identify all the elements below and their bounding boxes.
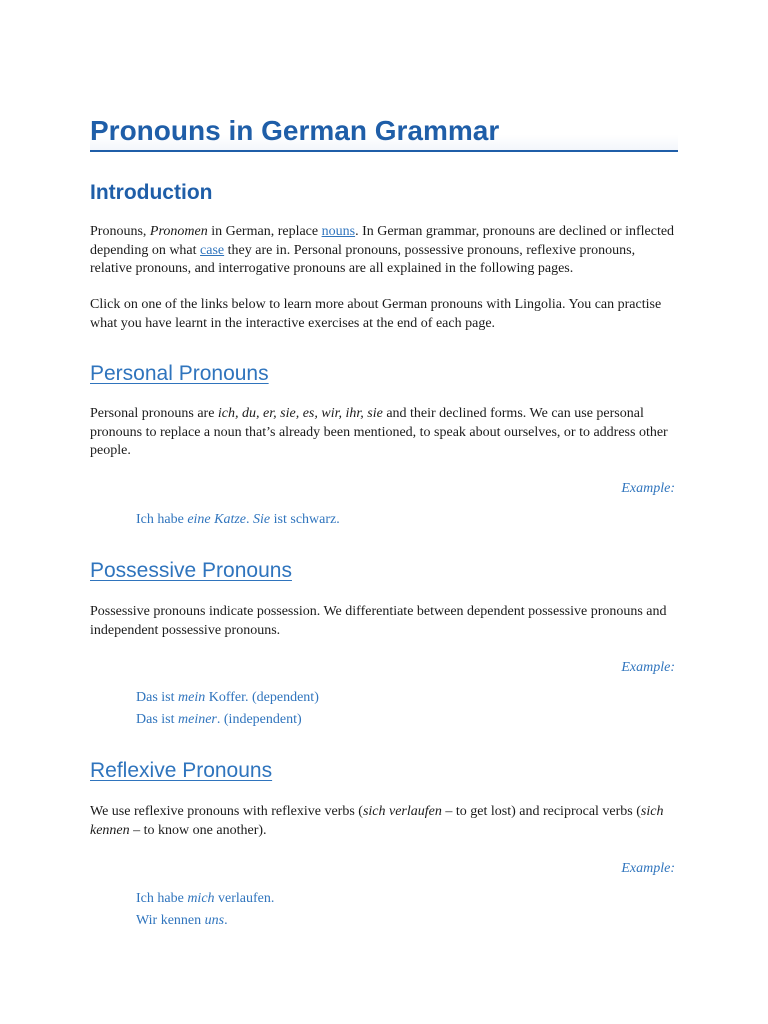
possessive-pronouns-paragraph: Possessive pronouns indicate possession. We differentiate between dependent possessive pronouns and independent possessive pronouns. bbox=[90, 604, 667, 638]
reflexive-pronouns-link[interactable]: Reflexive Pronouns bbox=[90, 759, 273, 782]
reflexive-example-line-2: Wir kennen uns. bbox=[136, 913, 228, 928]
personal-pronouns-paragraph: Personal pronouns are ich, du, er, sie, es, wir, ihr, sie and their declined forms. We can use personal pronouns to replace a noun that’s already been mentioned, to speak about ourselves, or to address other people. bbox=[90, 406, 668, 458]
case-link[interactable]: case bbox=[200, 242, 225, 258]
pronomen-italic: Pronomen bbox=[149, 224, 208, 239]
personal-example-line: Ich habe eine Katze. Sie ist schwarz. bbox=[136, 512, 340, 527]
introduction-paragraph-2: Click on one of the links below to learn more about German pronouns with Lingolia. You can practise what you have learnt in the interactive exercises at the end of each page. bbox=[90, 297, 662, 331]
introduction-heading: Introduction bbox=[90, 181, 213, 204]
nouns-link[interactable]: nouns bbox=[321, 224, 356, 239]
possessive-example-line-1: Das ist mein Koffer. (dependent) bbox=[136, 690, 319, 705]
possessive-example-line-2: Das ist meiner. (independent) bbox=[136, 712, 302, 727]
reflexive-pronouns-paragraph: We use reflexive pronouns with reflexive verbs (sich verlaufen – to get lost) and reciprocal verbs (sich kennen – to know one another). bbox=[90, 804, 664, 838]
reflexive-example-label: Example: bbox=[621, 861, 675, 876]
personal-pronouns-link[interactable]: Personal Pronouns bbox=[90, 362, 269, 385]
reflexive-example-line-1: Ich habe mich verlaufen. bbox=[136, 891, 275, 906]
possessive-pronouns-link[interactable]: Possessive Pronouns bbox=[90, 559, 292, 582]
introduction-paragraph-1: Pronouns, Pronomen in German, replace nouns. In German grammar, pronouns are declined or inflected depending on what case they are in. Personal pronouns, possessive pronouns, reflexive pronouns, relative pronouns, and interrogative pronouns are all explained in the following pages. bbox=[90, 224, 675, 276]
possessive-example-label: Example: bbox=[621, 660, 675, 675]
page-title: Pronouns in German Grammar bbox=[90, 112, 678, 152]
personal-example-label: Example: bbox=[621, 481, 675, 496]
